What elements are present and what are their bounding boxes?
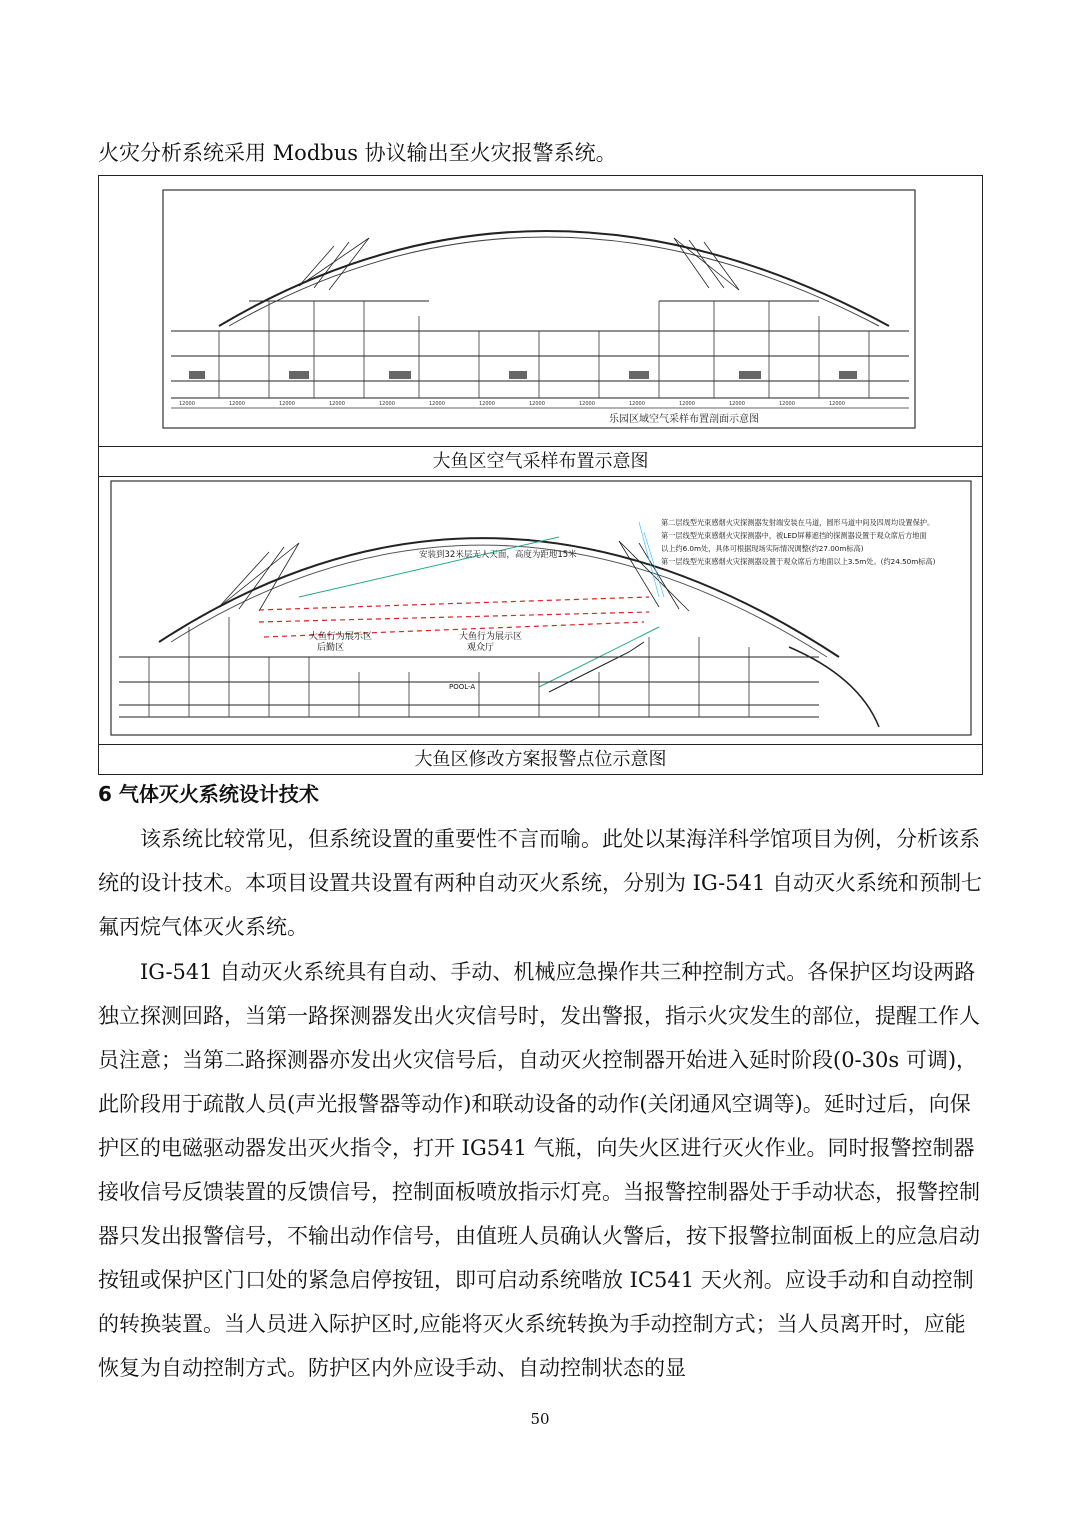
figure-table — [98, 175, 983, 775]
svg-text:12000: 12000 — [679, 401, 695, 407]
svg-text:12000: 12000 — [779, 401, 795, 407]
figure2-label-area1: 大鱼行为展示区 — [309, 632, 373, 642]
svg-text:12000: 12000 — [479, 401, 495, 407]
svg-text:12000: 12000 — [629, 401, 645, 407]
figure2-label-top: 安装到32米层无人天面，高度为距地15米 — [419, 550, 577, 560]
intro-line: 火灾分析系统采用 Modbus 协议输出至火灾报警系统。 — [98, 141, 617, 165]
figure2-caption: 大鱼区修改方案报警点位示意图 — [99, 745, 983, 775]
figure2-cell — [99, 477, 983, 745]
figure1-cell — [99, 176, 983, 447]
paragraph-1-text: 该系统比较常见，但系统设置的重要性不言而喻。此处以某海洋科学馆项目为例，分析该系统的设计技术。本项目设置共设置有两种自动灭火系统，分别为 IG-541 自动灭火系统和预制七氟丙烷气体灭火系统。 — [98, 827, 982, 939]
figure1-inner-title: 乐园区域空气采样布置剖面示意图 — [609, 414, 759, 425]
paragraph-1 — [98, 817, 982, 949]
figure2-note-3: 以上约6.0m处，具体可根据现场实际情况调整(约27.00m标高) — [661, 544, 864, 553]
svg-text:12000: 12000 — [229, 401, 245, 407]
svg-text:12000: 12000 — [379, 401, 395, 407]
figure1-caption: 大鱼区空气采样布置示意图 — [99, 447, 983, 477]
page-number: 50 — [530, 1410, 550, 1428]
section-heading: 6 气体灭火系统设计技术 — [98, 782, 319, 806]
svg-text:12000: 12000 — [529, 401, 545, 407]
figure2-label-area2b: 观众厅 — [467, 643, 495, 653]
svg-text:12000: 12000 — [329, 401, 345, 407]
figure2-note-2: 第一层线型光束感烟火灾探测器中，被LED屏幕遮挡的探测器设置于观众席后方地面 — [661, 531, 927, 540]
figure1-section-drawing — [99, 176, 981, 442]
svg-text:12000: 12000 — [729, 401, 745, 407]
svg-text:12000: 12000 — [829, 401, 845, 407]
figure2-note-1: 第二层线型光束感烟火灾探测器发射端安装在马道，圆形马道中间及四周均设置保护。 — [661, 518, 935, 527]
figure2-label-pool: POOL-A — [449, 683, 476, 691]
svg-text:12000: 12000 — [429, 401, 445, 407]
svg-text:12000: 12000 — [179, 401, 195, 407]
figure2-section-drawing — [99, 477, 981, 740]
paragraph-2 — [98, 950, 982, 1390]
svg-text:12000: 12000 — [579, 401, 595, 407]
figure2-label-area1b: 后勤区 — [317, 643, 345, 653]
paragraph-2-text: IG-541 自动灭火系统具有自动、手动、机械应急操作共三种控制方式。各保护区均设两路独立探测回路，当第一路探测器发出火灾信号时，发出警报，指示火灾发生的部位，提醒工作人员注意；当第二路探测器亦发出火灾信号后，自动灭火控制器开始进入延时阶段(0-30s 可调)，此阶段用于疏散人员(声光报警器等动作)和联动设备的动作(关闭通风空调等)。延时过后，向保护区的电磁驱动器发出灭火指令，打开 IG541 气瓶，向失火区进行灭火作业。同时报警控制器接收信号反馈装置的反馈信号，控制面板喷放指示灯亮。当报警控制器处于手动状态，报警控制器只发出报警信号，不输出动作信号，由值班人员确认火警后，按下报警拉制面板上的应急启动按钮或保护区门口处的紧急启停按钮，即可启动系统喈放 IC541 天火剂。应设手动和自动控制的转换装置。当人员进入际护区时,应能将灭火系统转换为手动控制方式；当人员离开时，应能恢复为自动控制方式。防护区内外应设手动、自动控制状态的显 — [98, 960, 980, 1380]
svg-text:12000: 12000 — [279, 401, 295, 407]
figure2-note-4: 第一层线型光束感烟火灾探测器设置于观众席后方地面以上3.5m处。(约24.50m标高) — [661, 557, 936, 566]
figure2-label-area2: 大鱼行为展示区 — [459, 632, 523, 642]
